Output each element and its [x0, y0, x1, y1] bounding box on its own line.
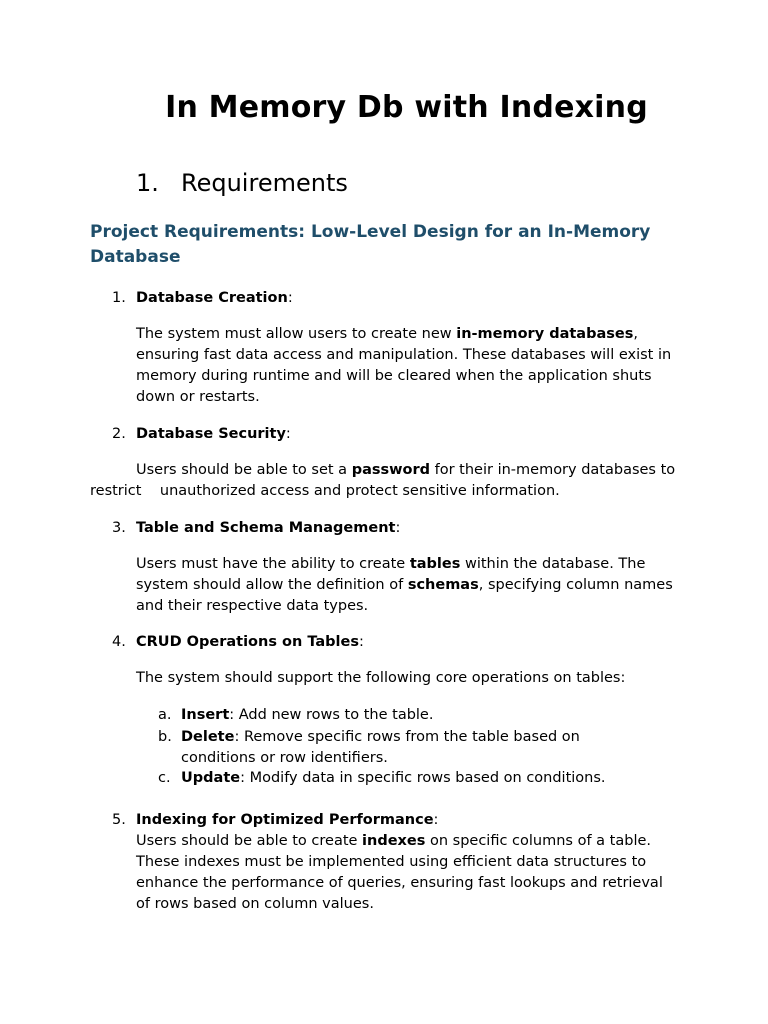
paragraph-emphasis: schemas	[407, 577, 479, 593]
paragraph-text: Users should be able to set a	[136, 462, 352, 478]
list-item-title: Table and Schema Management	[136, 520, 396, 536]
paragraph-emphasis: password	[351, 462, 431, 478]
paragraph-text: , specifying column names and their respective data types.	[136, 577, 673, 614]
paragraph-text: for their in-memory databases to restrict unauthorized access and protect sensitive information.	[90, 462, 676, 499]
list-item-title: Indexing for Optimized Performance	[136, 812, 434, 828]
sub-list-item	[158, 727, 626, 769]
sub-list-title: Update	[181, 770, 241, 786]
sub-list-text: : Add new rows to the table.	[229, 707, 434, 723]
sub-list-text: : Modify data in specific rows based on conditions.	[240, 770, 606, 786]
heading-colon: :	[287, 290, 293, 306]
list-item-heading	[112, 424, 291, 445]
paragraph-text: The system must allow users to create new	[136, 326, 457, 342]
sub-list-item	[158, 705, 661, 726]
list-item-title: Database Creation	[136, 290, 288, 306]
list-item-number: 2.	[112, 426, 126, 442]
paragraph-emphasis: tables	[409, 556, 461, 572]
list-item-paragraph	[136, 831, 681, 915]
heading-colon: :	[285, 426, 291, 442]
sub-list-text: : Remove specific rows from the table based on conditions or row identifiers.	[181, 729, 580, 766]
sub-list-letter: b.	[158, 729, 172, 745]
list-item-paragraph	[90, 460, 690, 502]
list-item-paragraph	[136, 554, 676, 617]
paragraph-text: within the database. The system should allow the definition of	[136, 556, 646, 593]
list-item-paragraph: The system should support the following core operations on tables:	[136, 670, 626, 686]
list-item-number: 4.	[112, 634, 126, 650]
list-item-heading	[112, 518, 401, 539]
sub-list-letter: c.	[158, 770, 171, 786]
section-number: 1.	[136, 169, 159, 197]
project-requirements-subtitle: Project Requirements: Low-Level Design for an In-Memory Database	[90, 222, 651, 267]
paragraph-text: Users should be able to create	[136, 833, 363, 849]
sub-list-title: Insert	[181, 707, 230, 723]
sub-list-letter: a.	[158, 707, 172, 723]
list-item-title: Database Security	[136, 426, 286, 442]
list-item-number: 1.	[112, 290, 126, 306]
sub-list-title: Delete	[181, 729, 235, 745]
list-item-heading	[112, 288, 293, 309]
paragraph-text: , ensuring fast data access and manipulation. These databases will exist in memory during runtime and will be cleared when the application shuts down or restarts.	[136, 326, 672, 405]
list-item-number: 5.	[112, 812, 126, 828]
paragraph-emphasis: in-memory databases	[456, 326, 634, 342]
sub-list-item	[158, 768, 661, 789]
heading-colon: :	[358, 634, 364, 650]
paragraph-text: Users must have the ability to create	[136, 556, 410, 572]
list-item-heading	[112, 810, 439, 831]
list-item-number: 3.	[112, 520, 126, 536]
heading-colon: :	[433, 812, 439, 828]
list-item-heading	[112, 632, 364, 653]
list-item-title: CRUD Operations on Tables	[136, 634, 359, 650]
heading-colon: :	[395, 520, 401, 536]
section-label: Requirements	[181, 169, 348, 197]
list-item-paragraph	[136, 324, 681, 408]
paragraph-text: on specific columns of a table. These indexes must be implemented using efficient data structures to enhance the performance of queries, ensuring fast lookups and retrieval of rows based on column values.	[136, 833, 663, 912]
section-heading	[136, 169, 348, 197]
paragraph-emphasis: indexes	[362, 833, 426, 849]
document-title: In Memory Db with Indexing	[165, 90, 648, 125]
